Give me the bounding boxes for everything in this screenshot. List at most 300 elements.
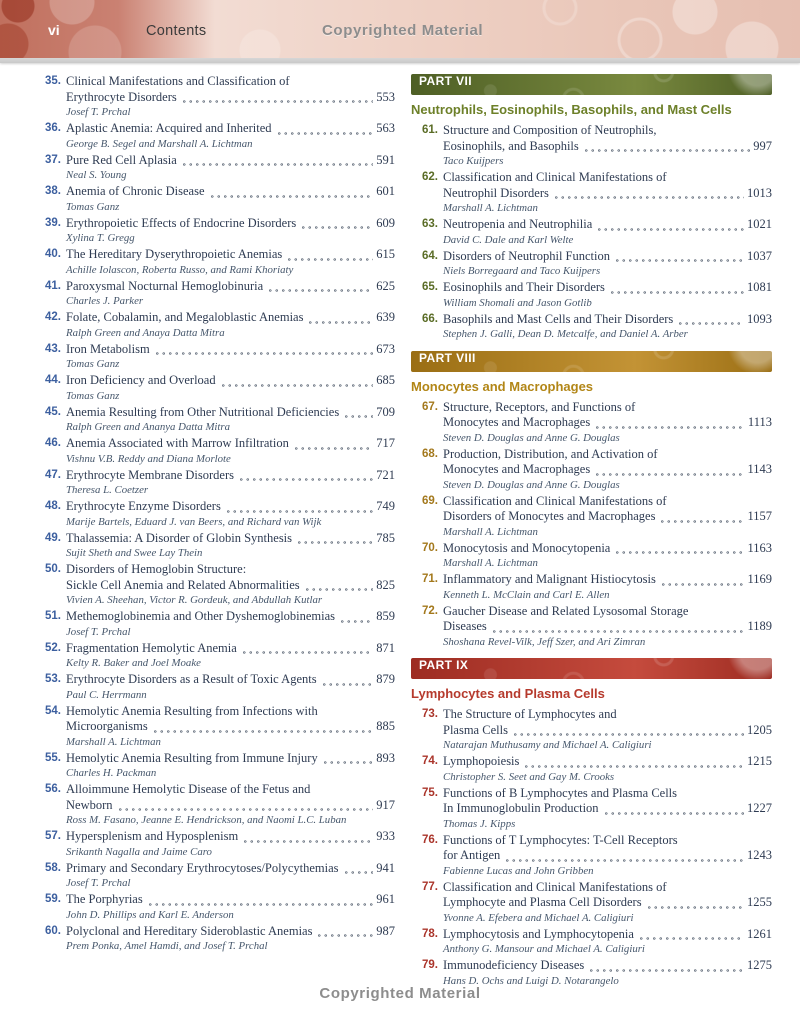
chapter-title-row	[66, 436, 395, 452]
chapter-title-line: Monocytes and Macrophages	[443, 462, 591, 476]
toc-entry	[34, 279, 395, 308]
chapter-title-row	[66, 279, 395, 295]
page-number: 1113	[747, 415, 772, 429]
dot-leader	[343, 863, 374, 874]
toc-right-column	[411, 74, 772, 990]
page-number: 871	[376, 640, 395, 655]
chapter-number: 58.	[45, 861, 61, 874]
dot-leader	[677, 314, 744, 325]
chapter-number: 71.	[422, 573, 438, 585]
dot-leader	[147, 895, 374, 906]
dot-leader	[293, 439, 373, 450]
chapter-body	[443, 880, 772, 925]
page-number: 885	[376, 719, 395, 733]
chapter-title-line: Methemoglobinemia and Other Dyshemoglobinemias	[66, 609, 336, 623]
dot-leader	[181, 92, 374, 103]
chapter-title-row	[66, 751, 395, 767]
toc-entry	[411, 833, 772, 878]
chapter-body	[66, 342, 395, 371]
chapter-authors: Srikanth Nagalla and Jaime Caro	[66, 845, 212, 858]
chapter-title-line: Functions of B Lymphocytes and Plasma Cells	[443, 785, 678, 800]
chapter-title-line: Erythrocyte Enzyme Disorders	[66, 499, 221, 513]
chapter-number: 67.	[422, 400, 438, 413]
page-number: 1275	[747, 958, 772, 972]
chapter-number: 69.	[422, 494, 438, 507]
dot-leader	[154, 344, 374, 355]
chapter-title-line: Hemolytic Anemia Resulting from Immune Injury	[66, 750, 318, 765]
chapter-title-line: Newborn	[66, 797, 113, 812]
chapter-body	[66, 310, 395, 339]
chapter-title-line: Anemia of Chronic Disease	[66, 184, 205, 198]
chapter-body	[443, 249, 772, 278]
chapter-authors: Steven D. Douglas and Anne G. Douglas	[443, 478, 620, 491]
chapter-title-line: Primary and Secondary Erythrocytoses/Polycythemias	[66, 860, 339, 875]
page-number: 785	[376, 530, 395, 545]
chapter-body	[66, 499, 395, 528]
chapter-title-line: Basophils and Mast Cells and Their Disorders	[443, 311, 674, 326]
page-number: 609	[376, 215, 395, 230]
chapter-number: 39.	[45, 216, 61, 229]
folio-page-number: vi	[48, 22, 60, 38]
chapter-authors: Vivien A. Sheehan, Victor R. Gordeuk, and Abdullah Kutlar	[66, 594, 323, 606]
chapter-title-line: Classification and Clinical Manifestations of	[443, 493, 667, 508]
chapter-number: 64.	[422, 249, 438, 262]
chapter-body	[66, 468, 395, 497]
chapter-title-row	[443, 462, 772, 478]
page-number: 987	[376, 923, 395, 938]
chapter-authors: Vishnu V.B. Reddy and Diana Morlote	[66, 452, 231, 465]
toc-part-section	[411, 74, 772, 341]
toc-entry	[34, 436, 395, 465]
page-number: 615	[376, 247, 395, 261]
toc-entry	[411, 786, 772, 831]
chapter-title-row	[443, 415, 772, 431]
chapter-title-row	[443, 509, 772, 525]
chapter-number: 78.	[422, 927, 438, 940]
chapter-title-line: The Porphyrias	[66, 892, 143, 906]
page-number: 997	[753, 138, 772, 153]
toc-entry	[34, 861, 395, 890]
chapter-body	[66, 609, 395, 638]
chapter-title-line: Anemia Resulting from Other Nutritional Deficiencies	[66, 404, 340, 419]
chapter-authors: Christopher S. Seet and Gay M. Crooks	[443, 770, 615, 783]
chapter-title-line: The Structure of Lymphocytes and	[443, 707, 617, 721]
part-header-bar	[411, 658, 772, 679]
toc-entry	[411, 494, 772, 539]
dot-leader	[225, 502, 373, 513]
chapter-title-line: Erythrocyte Disorders as a Result of Toxic Agents	[66, 672, 317, 686]
dot-leader	[594, 465, 744, 476]
chapter-title-line: Disorders of Monocytes and Macrophages	[443, 509, 656, 523]
chapter-title-row	[66, 892, 395, 908]
chapter-title-line: Inflammatory and Malignant Histiocytosis	[443, 572, 656, 586]
chapter-authors: Ralph Green and Ananya Datta Mitra	[66, 421, 231, 433]
chapter-title-line: Fragmentation Hemolytic Anemia	[66, 640, 237, 655]
chapter-title-row	[66, 216, 395, 232]
chapter-authors: Charles H. Packman	[66, 767, 157, 779]
chapter-number: 60.	[45, 924, 61, 937]
chapter-title-line: Disorders of Neutrophil Function	[443, 248, 610, 263]
toc-entry	[34, 74, 395, 119]
chapter-number: 51.	[45, 610, 61, 622]
chapter-title-line: Production, Distribution, and Activation of	[443, 446, 658, 461]
dot-leader	[220, 376, 374, 387]
chapter-title-row	[443, 249, 772, 265]
page-header-banner	[0, 0, 800, 58]
chapter-title-row	[443, 801, 772, 817]
chapter-title-row	[443, 723, 772, 739]
toc-entry	[34, 672, 395, 701]
chapter-body	[66, 121, 395, 150]
dot-leader	[614, 543, 744, 554]
toc-entry	[34, 342, 395, 371]
chapter-number: 37.	[45, 153, 61, 166]
chapter-number: 70.	[422, 541, 438, 554]
chapter-body	[66, 531, 395, 560]
dot-leader	[491, 622, 745, 633]
toc-entry	[34, 216, 395, 245]
chapter-number: 65.	[422, 281, 438, 293]
dot-leader	[523, 757, 744, 768]
dot-leader	[307, 313, 373, 324]
chapter-title-row	[66, 468, 395, 484]
chapter-authors: Thomas J. Kipps	[443, 817, 516, 830]
dot-leader	[300, 218, 373, 229]
dot-leader	[267, 281, 373, 292]
chapter-title-row	[443, 312, 772, 328]
chapter-authors: Natarajan Muthusamy and Michael A. Caligiuri	[443, 739, 652, 751]
dot-leader	[152, 722, 374, 733]
chapter-title-line: Erythropoietic Effects of Endocrine Disorders	[66, 215, 297, 230]
dot-leader	[339, 612, 373, 623]
chapter-body	[66, 924, 395, 953]
page-number: 1037	[747, 248, 772, 263]
chapter-title-row	[443, 619, 772, 635]
chapter-title-row	[66, 342, 395, 358]
chapter-authors: Sujit Sheth and Swee Lay Thein	[66, 547, 203, 559]
chapter-title-row	[443, 541, 772, 557]
toc-entry	[411, 312, 772, 341]
chapter-number: 56.	[45, 783, 61, 795]
dot-leader	[209, 187, 374, 198]
chapter-body	[443, 494, 772, 539]
dot-leader	[512, 725, 744, 736]
dot-leader	[594, 418, 745, 429]
chapter-title-row	[66, 531, 395, 547]
toc-entry	[34, 892, 395, 921]
chapter-authors: Stephen J. Galli, Dean D. Metcalfe, and Daniel A. Arber	[443, 328, 688, 340]
dot-leader	[316, 926, 373, 937]
page-number: 1081	[747, 280, 772, 294]
toc-entry	[34, 531, 395, 560]
chapter-authors: Marshall A. Lichtman	[66, 735, 161, 748]
page-number: 1243	[747, 848, 772, 862]
chapter-authors: Niels Borregaard and Taco Kuijpers	[443, 265, 601, 277]
chapter-body	[66, 405, 395, 434]
dot-leader	[646, 898, 744, 909]
page-number: 721	[376, 467, 395, 482]
chapter-body	[66, 672, 395, 701]
chapter-authors: Kelty R. Baker and Joel Moake	[66, 657, 201, 669]
toc-entry	[411, 541, 772, 570]
chapter-title-line: for Antigen	[443, 848, 501, 862]
dot-leader	[117, 800, 374, 811]
page-number: 879	[376, 672, 395, 686]
chapter-title-line: Disorders of Hemoglobin Structure:	[66, 562, 247, 576]
chapter-title-line: Paroxysmal Nocturnal Hemoglobinuria	[66, 278, 264, 293]
chapter-authors: Neal S. Young	[66, 169, 127, 181]
chapter-title-line: Lymphocyte and Plasma Cell Disorders	[443, 895, 642, 909]
page-number: 1093	[747, 311, 772, 326]
dot-leader	[609, 283, 744, 294]
chapter-title-line: Classification and Clinical Manifestations of	[443, 170, 667, 184]
toc-entry	[411, 958, 772, 987]
chapter-title-row	[66, 829, 395, 845]
chapter-body	[66, 562, 395, 607]
toc-entry	[34, 468, 395, 497]
toc-entry	[411, 170, 772, 215]
chapter-number: 75.	[422, 786, 438, 799]
chapter-number: 38.	[45, 185, 61, 197]
chapter-title-line: Lymphocytosis and Lymphocytopenia	[443, 926, 634, 941]
toc-entry	[34, 247, 395, 276]
chapter-title-line: Folate, Cobalamin, and Megaloblastic Anemias	[66, 310, 304, 324]
chapter-number: 48.	[45, 500, 61, 512]
chapter-authors: Tomas Ganz	[66, 389, 120, 402]
toc-entry	[34, 829, 395, 858]
chapter-title-row	[66, 798, 395, 814]
chapter-authors: George B. Segel and Marshall A. Lichtman	[66, 137, 253, 150]
chapter-title-line: Neutropenia and Neutrophilia	[443, 217, 593, 231]
dot-leader	[583, 141, 750, 152]
toc-entry	[411, 447, 772, 492]
page-number: 1143	[747, 462, 772, 476]
chapter-authors: Josef T. Prchal	[66, 877, 131, 889]
chapter-number: 66.	[422, 312, 438, 325]
page-number: 1157	[747, 509, 772, 523]
chapter-authors: Yvonne A. Efebera and Michael A. Caligiuri	[443, 911, 634, 924]
chapter-title-line: Hemolytic Anemia Resulting from Infections with	[66, 703, 318, 718]
copyright-notice-top: Copyrighted Material	[322, 22, 484, 39]
toc-entry	[411, 707, 772, 752]
chapter-title-row	[66, 719, 395, 735]
chapter-title-row	[443, 895, 772, 911]
dot-leader	[241, 643, 373, 654]
chapter-title-line: Sickle Cell Anemia and Related Abnormalities	[66, 577, 300, 592]
toc-entry	[411, 604, 772, 649]
chapter-title-line: Iron Deficiency and Overload	[66, 373, 216, 387]
chapter-authors: Marshall A. Lichtman	[443, 525, 538, 538]
chapter-number: 42.	[45, 311, 61, 323]
chapter-title-row	[66, 924, 395, 940]
chapter-title-line: Structure, Receptors, and Functions of	[443, 399, 636, 414]
chapter-authors: Anthony G. Mansour and Michael A. Caligiuri	[443, 943, 645, 955]
chapter-body	[66, 279, 395, 308]
chapter-title-line: Alloimmune Hemolytic Disease of the Fetus and	[66, 782, 311, 796]
chapter-title-line: Plasma Cells	[443, 722, 508, 737]
chapter-body	[66, 373, 395, 402]
dot-leader	[596, 220, 744, 231]
chapter-authors: Josef T. Prchal	[66, 106, 131, 118]
chapter-title-row	[66, 121, 395, 137]
toc-entry	[411, 280, 772, 309]
toc-entry	[411, 572, 772, 601]
part-label: PART VII	[419, 74, 472, 88]
toc-entry	[34, 562, 395, 607]
toc-entry	[411, 249, 772, 278]
page-number: 1261	[747, 926, 772, 941]
dot-leader	[242, 832, 373, 843]
chapter-authors: David C. Dale and Karl Welte	[443, 233, 574, 246]
chapter-authors: Taco Kuijpers	[443, 155, 504, 167]
part-label: PART VIII	[419, 350, 476, 365]
chapter-body	[443, 572, 772, 601]
chapter-title-row	[443, 217, 772, 233]
toc-entry	[34, 609, 395, 638]
chapter-body	[66, 641, 395, 670]
chapter-authors: Tomas Ganz	[66, 358, 120, 370]
toc-entry	[34, 782, 395, 827]
chapter-body	[443, 170, 772, 215]
chapter-body	[443, 280, 772, 309]
chapter-body	[443, 400, 772, 445]
page-number: 673	[376, 341, 395, 356]
dot-leader	[553, 188, 744, 199]
chapter-authors: Achille Iolascon, Roberta Russo, and Rami Khoriaty	[66, 263, 294, 276]
page-number: 1169	[747, 572, 772, 586]
chapter-body	[443, 833, 772, 878]
page-number: 1163	[747, 540, 772, 555]
toc-entry	[34, 373, 395, 402]
page-number: 685	[376, 373, 395, 387]
chapter-title-line: Iron Metabolism	[66, 341, 150, 356]
chapter-title-row	[443, 927, 772, 943]
chapter-body	[66, 751, 395, 780]
chapter-authors: Shoshana Revel-Vilk, Jeff Szer, and Ari Zimran	[443, 635, 646, 648]
chapter-title-row	[443, 186, 772, 202]
toc-entry	[34, 405, 395, 434]
chapter-number: 44.	[45, 374, 61, 386]
dot-leader	[659, 512, 744, 523]
chapter-title-row	[66, 499, 395, 515]
page-number: 1205	[747, 722, 772, 737]
dot-leader	[614, 251, 744, 262]
part-subtitle: Lymphocytes and Plasma Cells	[411, 686, 605, 701]
chapter-authors: Xylina T. Gregg	[66, 232, 135, 244]
page-number: 749	[376, 499, 395, 513]
chapter-number: 77.	[422, 880, 438, 893]
toc-entry	[34, 310, 395, 339]
chapter-title-line: Functions of T Lymphocytes: T-Cell Receptors	[443, 832, 678, 847]
chapter-title-line: Aplastic Anemia: Acquired and Inherited	[66, 121, 272, 135]
chapter-title-row	[66, 90, 395, 106]
chapter-authors: Kenneth L. McClain and Carl E. Allen	[443, 588, 610, 601]
chapter-title-line: Structure and Composition of Neutrophils,	[443, 123, 657, 137]
chapter-body	[66, 184, 395, 213]
chapter-title-line: Classification and Clinical Manifestations of	[443, 879, 667, 894]
page-number: 1255	[747, 895, 772, 909]
chapter-number: 57.	[45, 830, 61, 842]
chapter-number: 50.	[45, 563, 61, 575]
chapter-number: 40.	[45, 248, 61, 260]
dot-leader	[321, 675, 374, 686]
dot-leader	[660, 575, 745, 586]
chapter-title-row	[66, 861, 395, 877]
chapter-title-row	[443, 958, 772, 974]
chapter-number: 53.	[45, 673, 61, 685]
chapter-number: 54.	[45, 704, 61, 717]
chapter-authors: Charles J. Parker	[66, 295, 144, 307]
chapter-number: 41.	[45, 279, 61, 292]
chapter-title-row	[443, 572, 772, 588]
chapter-authors: Tomas Ganz	[66, 200, 120, 213]
chapter-authors: Hans D. Ochs and Luigi D. Notarangelo	[443, 974, 619, 987]
toc-entry	[34, 153, 395, 182]
page-number: 591	[376, 152, 395, 167]
chapter-title-line: Neutrophil Disorders	[443, 185, 549, 200]
chapter-title-line: In Immunoglobulin Production	[443, 801, 599, 815]
chapter-number: 46.	[45, 437, 61, 449]
chapter-authors: Paul C. Herrmann	[66, 688, 147, 701]
chapter-title-row	[443, 848, 772, 864]
chapter-number: 45.	[45, 405, 61, 418]
toc-entry	[34, 499, 395, 528]
toc-entry	[411, 400, 772, 445]
page-number: 625	[376, 278, 395, 293]
chapter-number: 73.	[422, 708, 438, 720]
chapter-title-row	[443, 280, 772, 296]
dot-leader	[296, 533, 373, 544]
chapter-body	[66, 861, 395, 890]
chapter-title-line: Microorganisms	[66, 719, 148, 733]
chapter-title-line: Hypersplenism and Hyposplenism	[66, 829, 239, 843]
chapter-number: 59.	[45, 893, 61, 905]
chapter-body	[66, 892, 395, 921]
dot-leader	[603, 804, 744, 815]
toc-entry	[34, 751, 395, 780]
toc-entry	[411, 123, 772, 168]
page-number: 941	[376, 860, 395, 875]
toc-entry	[411, 880, 772, 925]
chapter-authors: Marshall A. Lichtman	[443, 557, 538, 569]
toc-entry	[34, 704, 395, 749]
toc-entry	[34, 641, 395, 670]
chapter-authors: Marije Bartels, Eduard J. van Beers, and Richard van Wijk	[66, 515, 322, 528]
toc-entry	[34, 121, 395, 150]
part-label: PART IX	[419, 658, 469, 672]
chapter-body	[443, 312, 772, 341]
dot-leader	[181, 155, 374, 166]
chapter-body	[66, 216, 395, 245]
chapter-number: 43.	[45, 342, 61, 355]
chapter-title-line: Clinical Manifestations and Classification of	[66, 74, 290, 88]
chapter-title-line: Thalassemia: A Disorder of Globin Synthesis	[66, 530, 293, 545]
chapter-title-row	[66, 405, 395, 421]
chapter-title-line: Monocytosis and Monocytopenia	[443, 540, 611, 555]
page-number: 859	[376, 609, 395, 623]
chapter-title-row	[66, 310, 395, 326]
chapter-body	[66, 782, 395, 827]
dot-leader	[504, 851, 744, 862]
page-number: 553	[376, 89, 395, 104]
dot-leader	[588, 961, 744, 972]
page-number: 601	[376, 184, 395, 198]
chapter-authors: Ralph Green and Anaya Datta Mitra	[66, 326, 225, 339]
dot-leader	[286, 250, 373, 261]
header-title: Contents	[146, 23, 207, 39]
toc-part-section	[411, 351, 772, 649]
chapter-body	[66, 829, 395, 858]
